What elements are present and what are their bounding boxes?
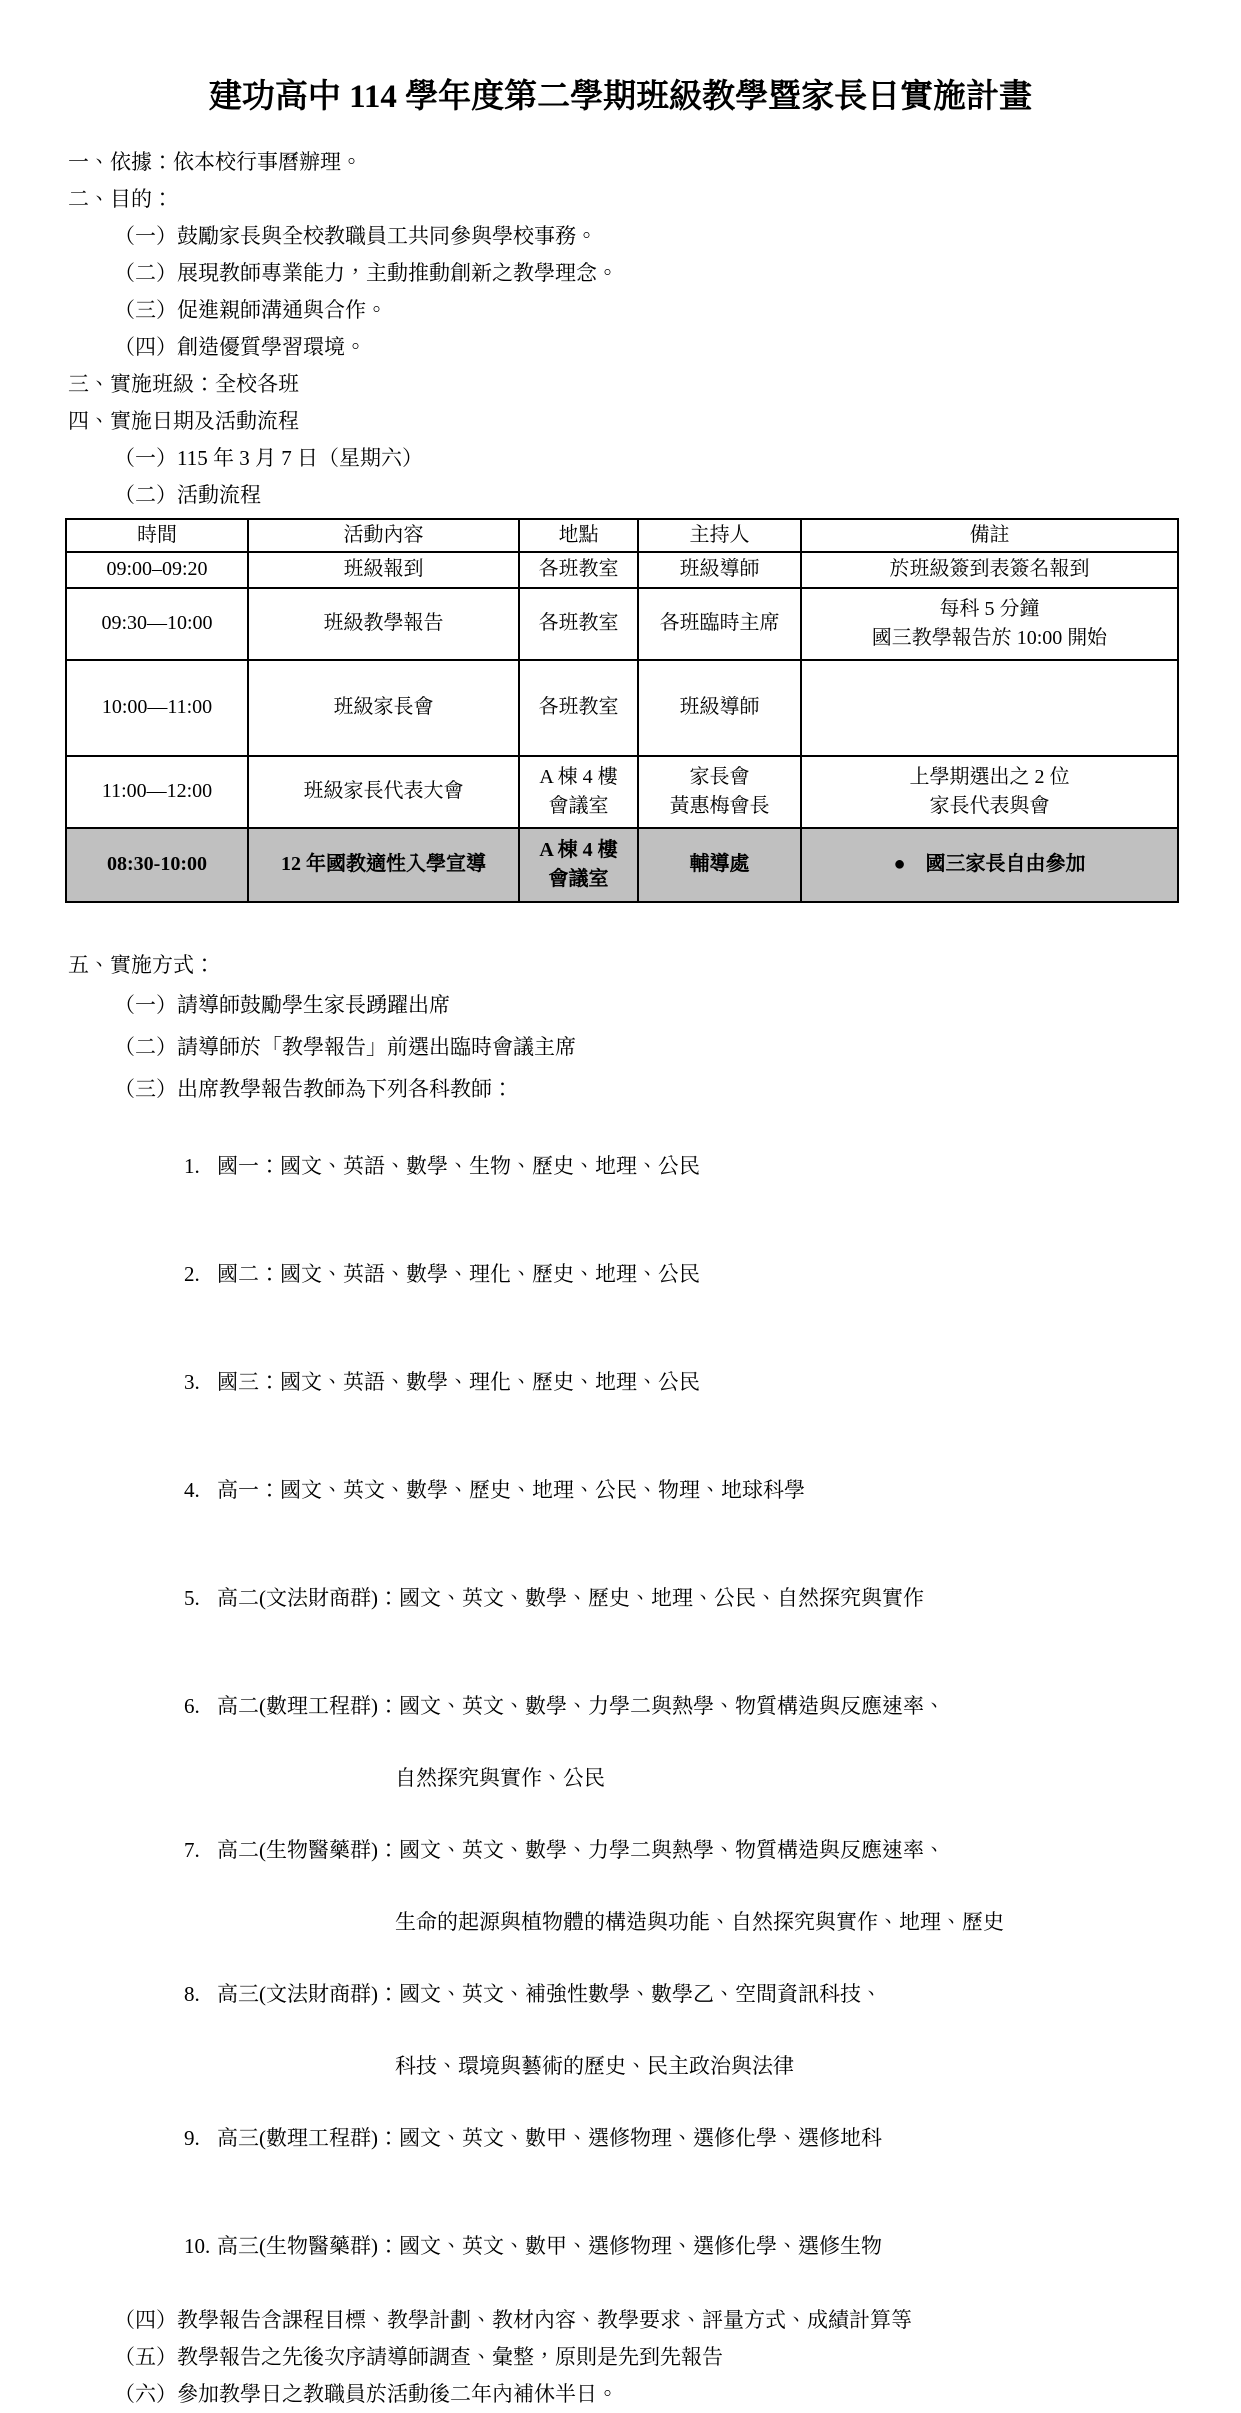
subject-text: 高三(文法財商群)：國文、英文、補強性數學、數學乙、空間資訊科技、 — [217, 1981, 882, 2006]
cell-line: 黃惠梅會長 — [669, 794, 770, 817]
subject-item-4 — [0, 1436, 1241, 1544]
section-heading: 五、實施方式： — [68, 952, 215, 977]
subject-text: 高二(文法財商群)：國文、英文、數學、歷史、地理、公民、自然探究與實作 — [217, 1585, 924, 1610]
schedule-row-admission-briefing — [66, 828, 1178, 902]
time-cell: 08:30-10:00 — [66, 828, 248, 902]
cell-line: 每科 5 分鐘 — [939, 597, 1040, 620]
intro-line-purpose: 二、目的： — [68, 186, 173, 211]
closing-item-5: （五）教學報告之先後次序請導師調查、彙整，原則是先到先報告 — [114, 2344, 723, 2369]
schedule-row-parent-meeting — [66, 660, 1178, 756]
page-title: 建功高中 114 學年度第二學期班級教學暨家長日實施計畫 — [208, 79, 1033, 115]
remark-cell — [801, 588, 1178, 660]
host-cell: 班級導師 — [638, 660, 801, 756]
time-cell: 09:00–09:20 — [66, 552, 248, 588]
remark-cell: ● 國三家長自由參加 — [801, 828, 1178, 902]
subject-continuation: 自然探究與實作、公民 — [395, 1765, 605, 1790]
subject-number: 3. — [184, 1369, 200, 1394]
subject-continuation: 生命的起源與植物體的構造與功能、自然探究與實作、地理、歷史 — [395, 1909, 1004, 1934]
time-cell: 11:00—12:00 — [66, 756, 248, 828]
intro-line-date: （一）115 年 3 月 7 日（星期六） — [114, 445, 423, 470]
closing-items — [0, 2302, 1241, 2413]
activity-cell: 班級家長代表大會 — [248, 756, 519, 828]
remark-cell: 於班級簽到表簽名報到 — [801, 552, 1178, 588]
header-cell-remark: 備註 — [801, 519, 1178, 552]
subject-number: 8. — [184, 1981, 200, 2006]
subject-number: 4. — [184, 1477, 200, 1502]
subject-item-2 — [0, 1220, 1241, 1328]
method-item-3: （三）出席教學報告教師為下列各科教師： — [114, 1076, 513, 1101]
subject-text: 高一：國文、英文、數學、歷史、地理、公民、物理、地球科學 — [217, 1477, 805, 1502]
intro-line-purpose-2: （二）展現教師專業能力，主動推動創新之教學理念。 — [114, 260, 618, 285]
activity-cell: 班級家長會 — [248, 660, 519, 756]
schedule-table — [65, 518, 1179, 903]
cell-line: 家長會 — [689, 765, 750, 788]
schedule-row-checkin — [66, 552, 1178, 588]
intro-section — [0, 144, 1241, 514]
intro-line-basis: 一、依據：依本校行事曆辦理。 — [68, 149, 362, 174]
implementation-section — [0, 947, 1241, 2413]
location-cell: 各班教室 — [519, 552, 638, 588]
host-cell: 班級導師 — [638, 552, 801, 588]
cell-line: 會議室 — [548, 794, 609, 817]
host-cell — [638, 756, 801, 828]
location-cell — [519, 756, 638, 828]
cell-line: 國三教學報告於 10:00 開始 — [871, 626, 1108, 649]
intro-line-date-heading: 四、實施日期及活動流程 — [68, 408, 299, 433]
subject-text: 高三(數理工程群)：國文、英文、數甲、選修物理、選修化學、選修地科 — [217, 2125, 882, 2150]
header-cell-time: 時間 — [66, 519, 248, 552]
location-cell: 各班教室 — [519, 588, 638, 660]
subject-list — [0, 1112, 1241, 2300]
subject-item-5 — [0, 1544, 1241, 1652]
intro-line-flow: （二）活動流程 — [114, 482, 261, 507]
intro-line-purpose-3: （三）促進親師溝通與合作。 — [114, 297, 387, 322]
activity-cell: 12 年國教適性入學宣導 — [248, 828, 519, 902]
cell-line: A 棟 4 樓 — [539, 838, 618, 861]
time-cell: 09:30—10:00 — [66, 588, 248, 660]
subject-number: 2. — [184, 1261, 200, 1286]
subject-text: 國一：國文、英語、數學、生物、歷史、地理、公民 — [217, 1153, 700, 1178]
time-cell: 10:00—11:00 — [66, 660, 248, 756]
subject-continuation: 科技、環境與藝術的歷史、民主政治與法律 — [395, 2053, 794, 2078]
subject-number: 9. — [184, 2125, 200, 2150]
location-cell — [519, 828, 638, 902]
intro-line-purpose-1: （一）鼓勵家長與全校教職員工共同參與學校事務。 — [114, 223, 597, 248]
subject-item-9 — [0, 2084, 1241, 2192]
activity-cell: 班級教學報告 — [248, 588, 519, 660]
method-item-1: （一）請導師鼓勵學生家長踴躍出席 — [114, 992, 450, 1017]
subject-number: 1. — [184, 1153, 200, 1178]
remark-cell — [801, 756, 1178, 828]
remark-cell — [801, 660, 1178, 756]
subject-item-6 — [0, 1652, 1241, 1760]
subject-text: 高三(生物醫藥群)：國文、英文、數甲、選修物理、選修化學、選修生物 — [217, 2233, 882, 2258]
host-cell: 各班臨時主席 — [638, 588, 801, 660]
closing-item-6: （六）參加教學日之教職員於活動後二年內補休半日。 — [114, 2381, 618, 2406]
header-cell-location: 地點 — [519, 519, 638, 552]
subject-number: 7. — [184, 1837, 200, 1862]
subject-item-7 — [0, 1796, 1241, 1904]
subject-item-1 — [0, 1112, 1241, 1220]
cell-line: 會議室 — [548, 867, 609, 890]
schedule-header-row — [66, 519, 1178, 552]
subject-number: 10. — [184, 2233, 211, 2258]
host-cell: 輔導處 — [638, 828, 801, 902]
subject-item-3 — [0, 1328, 1241, 1436]
subject-text: 高二(生物醫藥群)：國文、英文、數學、力學二與熱學、物質構造與反應速率、 — [217, 1837, 945, 1862]
intro-line-classes: 三、實施班級：全校各班 — [68, 371, 299, 396]
method-item-2: （二）請導師於「教學報告」前選出臨時會議主席 — [114, 1034, 576, 1059]
activity-cell: 班級報到 — [248, 552, 519, 588]
subject-item-10 — [0, 2192, 1241, 2300]
cell-line: 家長代表與會 — [929, 794, 1050, 817]
cell-line: A 棟 4 樓 — [539, 765, 618, 788]
subject-text: 高二(數理工程群)：國文、英文、數學、力學二與熱學、物質構造與反應速率、 — [217, 1693, 945, 1718]
document-page — [0, 78, 1241, 2406]
subject-text: 國二：國文、英語、數學、理化、歷史、地理、公民 — [217, 1261, 700, 1286]
subject-text: 國三：國文、英語、數學、理化、歷史、地理、公民 — [217, 1369, 700, 1394]
location-cell: 各班教室 — [519, 660, 638, 756]
subject-number: 6. — [184, 1693, 200, 1718]
schedule-row-representatives-meeting — [66, 756, 1178, 828]
header-cell-activity: 活動內容 — [248, 519, 519, 552]
schedule-row-teaching-report — [66, 588, 1178, 660]
cell-line: 上學期選出之 2 位 — [909, 765, 1070, 788]
header-cell-host: 主持人 — [638, 519, 801, 552]
subject-number: 5. — [184, 1585, 200, 1610]
closing-item-4: （四）教學報告含課程目標、教學計劃、教材內容、教學要求、評量方式、成績計算等 — [114, 2307, 912, 2332]
subject-item-8 — [0, 1940, 1241, 2048]
intro-line-purpose-4: （四）創造優質學習環境。 — [114, 334, 366, 359]
